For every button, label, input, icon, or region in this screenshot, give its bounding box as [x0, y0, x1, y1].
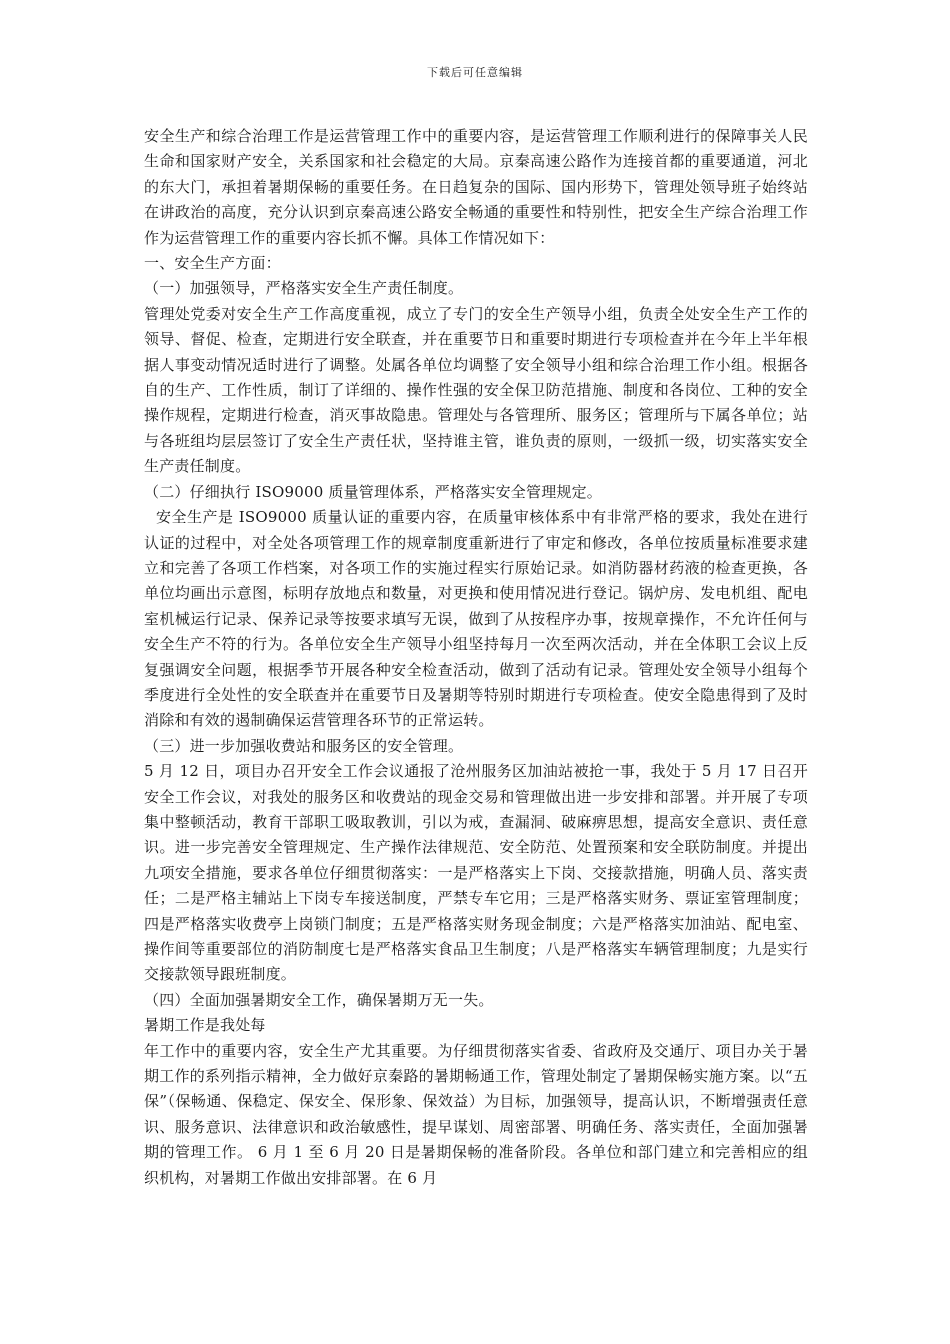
intro-paragraph: 安全生产和综合治理工作是运营管理工作中的重要内容，是运营管理工作顺利进行的保障事关人民生命和国家财产安全，关系国家和社会稳定的大局。京秦高速公路作为连接首都的重要通道，河北的东大门，承担着暑期保畅的重要任务。在日趋复杂的国际、国内形势下，管理处领导班子始终站在讲政治的高度，充分认识到京秦高速公路安全畅通的重要性和特别性，把安全生产综合治理工作作为运营管理工作的重要内容长抓不懈。具体工作情况如下：: [144, 127, 808, 247]
subsection-lead-line: 暑期工作是我处每: [144, 1016, 266, 1035]
subsection-paragraph-1: 管理处党委对安全生产工作高度重视，成立了专门的安全生产领导小组，负责全处安全生产工作的领导、督促、检查，定期进行安全联查，并在重要节日和重要时期进行专项检查并在今年上半年根据人事变动情况适时进行了调整。处属各单位均调整了安全领导小组和综合治理工作小组。根据各自的生产、工作性质，制订了详细的、操作性强的安全保卫防范措施、制度和各岗位、工种的安全操作规程，定期进行检查，消灭事故隐患。管理处与各管理所、服务区；管理所与下属各单位；站与各班组均层层签订了安全生产责任状，坚持谁主管，谁负责的原则，一级抓一级，切实落实安全生产责任制度。: [144, 304, 808, 476]
subsection-heading-2: （二）仔细执行 ISO9000 质量管理体系，严格落实安全管理规定。: [144, 482, 603, 501]
page-header: 下载后可任意编辑: [427, 66, 523, 79]
section-heading-safety: 一、安全生产方面：: [144, 254, 281, 273]
subsection-heading-1: （一）加强领导，严格落实安全生产责任制度。: [144, 279, 464, 298]
subsection-paragraph-3: 5 月 12 日，项目办召开安全工作会议通报了沧州服务区加油站被抢一事，我处于 5 月 17 日召开安全工作会议，对我处的服务区和收费站的现金交易和管理做出进一步安排和部署。并开展了专项集中整顿活动，教育干部职工吸取教训，引以为戒，查漏洞、破麻痹思想，提高安全意识、责任意识。进一步完善安全管理规定、生产操作法律规范、安全防范、处置预案和安全联防制度。并提出九项安全措施，要求各单位仔细贯彻落实：一是严格落实上下岗、交接款措施，明确人员、落实责任；二是严格主辅站上下岗专车接送制度，严禁专车它用；三是严格落实财务、票证室管理制度；四是严格落实收费亭上岗锁门制度；五是严格落实财务现金制度；六是严格落实加油站、配电室、操作间等重要部位的消防制度七是严格落实食品卫生制度；八是严格落实车辆管理制度；九是实行交接款领导跟班制度。: [144, 762, 808, 984]
subsection-heading-4: （四）全面加强暑期安全工作，确保暑期万无一失。: [144, 990, 494, 1009]
subsection-heading-3: （三）进一步加强收费站和服务区的安全管理。: [144, 736, 464, 755]
document-body: [144, 124, 808, 1191]
subsection-paragraph-2: 安全生产是 ISO9000 质量认证的重要内容，在质量审核体系中有非常严格的要求，我处在进行认证的过程中，对全处各项管理工作的规章制度重新进行了审定和修改，各单位按质量标准要求建立和完善了各项工作档案，对各项工作的实施过程实行原始记录。如消防器材药液的检查更换，各单位均画出示意图，标明存放地点和数量，对更换和使用情况进行登记。锅炉房、发电机组、配电室机械运行记录、保养记录等按要求填写无误，做到了从按程序办事，按规章操作，不允许任何与安全生产不符的行为。各单位安全生产领导小组坚持每月一次至两次活动，并在全体职工会议上反复强调安全问题，根据季节开展各种安全检查活动，做到了活动有记录。管理处安全领导小组每个季度进行全处性的安全联查并在重要节日及暑期等特别时期进行专项检查。使安全隐患得到了及时消除和有效的遏制确保运营管理各环节的正常运转。: [144, 508, 808, 730]
subsection-paragraph-4: 年工作中的重要内容，安全生产尤其重要。为仔细贯彻落实省委、省政府及交通厅、项目办关于暑期工作的系列指示精神，全力做好京秦路的暑期畅通工作，管理处制定了暑期保畅实施方案。以“五保”（保畅通、保稳定、保安全、保形象、保效益）为目标，加强领导，提高认识，不断增强责任意识、服务意识、法律意识和政治敏感性，提早谋划、周密部署、明确任务、落实责任，全面加强暑期的管理工作。 6 月 1 至 6 月 20 日是暑期保畅的准备阶段。各单位和部门建立和完善相应的组织机构，对暑期工作做出安排部署。在 6 月: [144, 1041, 808, 1187]
